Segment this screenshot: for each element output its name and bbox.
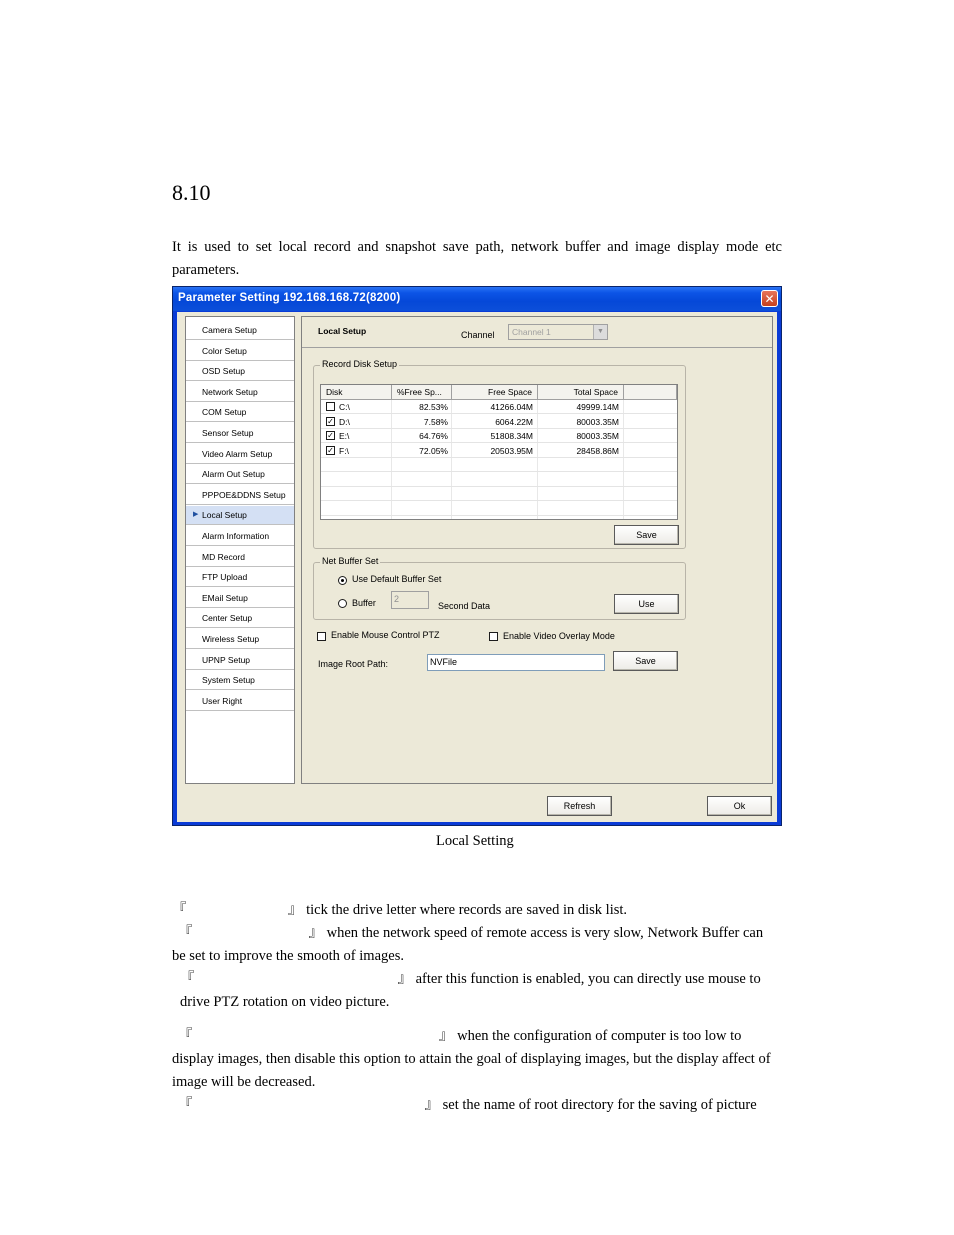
sidebar-item-label: FTP Upload <box>202 572 248 583</box>
sidebar-item[interactable] <box>186 321 294 340</box>
column-header-free-space[interactable]: Free Space <box>452 385 538 400</box>
selected-arrow-icon: ▶ <box>193 511 199 519</box>
sidebar-item[interactable] <box>186 651 294 670</box>
intro-paragraph: It is used to set local record and snapshot save path, network buffer and image display mode etc parameters. <box>172 239 782 278</box>
sidebar-item[interactable] <box>186 424 294 443</box>
sidebar-item-label: Alarm Information <box>202 531 270 541</box>
table-row <box>321 502 677 516</box>
default-buffer-label: Use Default Buffer Set <box>352 574 442 584</box>
disk-cell-free: 51808.34M <box>490 431 533 441</box>
sidebar-item[interactable] <box>186 589 294 608</box>
channel-select[interactable] <box>508 324 608 340</box>
sidebar-item[interactable] <box>186 383 294 402</box>
table-row[interactable] <box>321 415 677 429</box>
disk-cell-disk: E:\ <box>339 431 350 441</box>
image-root-input[interactable]: NVFile <box>427 654 605 671</box>
image-root-label: Image Root Path: <box>318 659 389 669</box>
sidebar-item[interactable] <box>186 506 294 525</box>
table-row[interactable] <box>321 444 677 458</box>
sidebar-item[interactable] <box>186 342 294 361</box>
disk-cell-disk: F:\ <box>339 445 349 456</box>
sidebar-item[interactable] <box>186 445 294 464</box>
disk-checkbox[interactable] <box>326 402 335 411</box>
dialog-client-area <box>177 312 777 822</box>
channel-label: Channel <box>461 330 495 340</box>
disk-cell-total: 28458.86M <box>576 445 619 456</box>
disk-cell-free: 6064.22M <box>495 416 533 427</box>
disk-cell-free: 41266.04M <box>490 402 533 412</box>
sidebar-item[interactable] <box>186 403 294 422</box>
sidebar-item-label: Local Setup <box>202 510 247 521</box>
sidebar-item-label: EMail Setup <box>202 592 248 603</box>
description-mouse-ptz: 『 』 after this function is enabled, you can directly use mouse to drive PTZ rotation on video picture. <box>180 971 761 1010</box>
panel-header <box>302 317 772 348</box>
panel-title: Local Setup <box>318 326 367 336</box>
column-header-empty <box>624 385 677 400</box>
table-row <box>321 487 677 501</box>
disk-cell-disk: C:\ <box>339 402 350 412</box>
settings-nav-list <box>185 316 295 784</box>
disk-checkbox[interactable]: ✓ <box>327 416 334 426</box>
sidebar-item-label: Sensor Setup <box>202 428 254 438</box>
local-setup-panel <box>301 316 773 784</box>
disk-cell-total: 49999.14M <box>576 402 619 412</box>
disk-cell-total: 80003.35M <box>576 416 619 427</box>
disk-checkbox[interactable]: ✓ <box>327 431 334 440</box>
sidebar-item[interactable] <box>186 630 294 649</box>
dialog-titlebar[interactable] <box>173 287 781 311</box>
table-row <box>321 473 677 487</box>
dialog-title: Parameter Setting 192.168.168.72(8200) <box>178 292 401 304</box>
channel-select-value: Channel 1 <box>512 327 551 337</box>
disk-cell-pct: 72.05% <box>419 445 448 456</box>
sidebar-item[interactable] <box>186 671 294 690</box>
sidebar-item[interactable] <box>186 486 294 505</box>
mouse-ptz-label: Enable Mouse Control PTZ <box>331 630 440 640</box>
refresh-button[interactable]: Refresh <box>547 796 612 816</box>
sidebar-item-label: Alarm Out Setup <box>202 469 265 480</box>
disk-checkbox[interactable]: ✓ <box>327 445 334 455</box>
second-data-label: Second Data <box>438 601 491 611</box>
disk-cell-free: 20503.95M <box>490 445 533 456</box>
mouse-ptz-checkbox[interactable] <box>317 632 326 641</box>
sidebar-item[interactable] <box>186 609 294 628</box>
sidebar-item-label: PPPOE&DDNS Setup <box>202 489 286 500</box>
disk-cell-total: 80003.35M <box>576 431 619 441</box>
sidebar-item[interactable] <box>186 465 294 484</box>
description-net-buffer: 『 』 when the network speed of remote access is very slow, Network Buffer can be set to improve the smooth of images. <box>172 925 764 964</box>
description-record-disk: 『 』 tick the drive letter where records are saved in disk list. <box>172 902 628 918</box>
sidebar-item[interactable] <box>186 692 294 711</box>
sidebar-item-label: OSD Setup <box>202 366 245 377</box>
figure-caption: Local Setting <box>436 833 514 849</box>
ok-button[interactable]: Ok <box>707 796 772 816</box>
disk-save-button[interactable]: Save <box>614 525 679 545</box>
description-video-overlay: 『 』 when the configuration of computer is too low to display images, then disable this option to attain the goal of displaying images, but the display affect of image will be decreased. <box>172 1028 771 1090</box>
sidebar-item[interactable] <box>186 548 294 567</box>
column-header-disk[interactable]: Disk <box>321 385 392 400</box>
disk-cell-pct: 64.76% <box>419 431 448 441</box>
column-header-free-percent[interactable]: %Free Sp... <box>392 385 452 400</box>
sidebar-item-label: COM Setup <box>202 407 247 418</box>
sidebar-item-label: Center Setup <box>202 613 253 624</box>
net-buffer-label: Net Buffer Set <box>322 556 379 566</box>
sidebar-item-label: UPNP Setup <box>202 654 251 665</box>
description-image-root: 『 』 set the name of root directory for the saving of picture <box>178 1097 757 1113</box>
table-row[interactable] <box>321 400 677 414</box>
video-overlay-label: Enable Video Overlay Mode <box>503 631 615 641</box>
sidebar-item[interactable] <box>186 527 294 546</box>
sidebar-item-label: Wireless Setup <box>202 634 260 644</box>
buffer-label: Buffer <box>352 598 376 608</box>
table-row <box>321 458 677 472</box>
sidebar-item-label: Network Setup <box>202 386 258 397</box>
record-disk-setup-label: Record Disk Setup <box>322 359 398 369</box>
sidebar-item[interactable] <box>186 362 294 381</box>
buffer-seconds-input[interactable]: 2 <box>391 591 429 609</box>
custom-buffer-radio[interactable] <box>338 599 347 608</box>
disk-cell-disk: D:\ <box>339 416 350 427</box>
column-header-total-space[interactable]: Total Space <box>538 385 624 400</box>
image-root-save-button[interactable]: Save <box>613 651 678 671</box>
disk-cell-pct: 7.58% <box>423 416 448 427</box>
sidebar-item-label: User Right <box>202 695 243 706</box>
use-buffer-button[interactable]: Use <box>614 594 679 614</box>
sidebar-item-label: Camera Setup <box>202 325 257 335</box>
disk-cell-pct: 82.53% <box>419 402 448 412</box>
video-overlay-checkbox[interactable] <box>489 632 498 641</box>
sidebar-item-label: Color Setup <box>202 345 247 356</box>
sidebar-item[interactable] <box>186 568 294 587</box>
default-buffer-radio[interactable] <box>338 576 347 585</box>
sidebar-item-label: MD Record <box>202 551 245 562</box>
net-buffer-group <box>313 556 686 620</box>
close-icon[interactable]: ✕ <box>761 290 778 307</box>
table-row[interactable] <box>321 429 677 443</box>
sidebar-item-label: System Setup <box>202 675 255 686</box>
section-number: 8.10 <box>172 180 211 205</box>
chevron-down-icon[interactable]: ▼ <box>593 325 607 339</box>
record-disk-setup-group <box>313 359 686 549</box>
sidebar-item-label: Video Alarm Setup <box>202 448 273 459</box>
disk-list-table[interactable] <box>320 384 678 520</box>
parameter-setting-dialog <box>172 286 782 826</box>
